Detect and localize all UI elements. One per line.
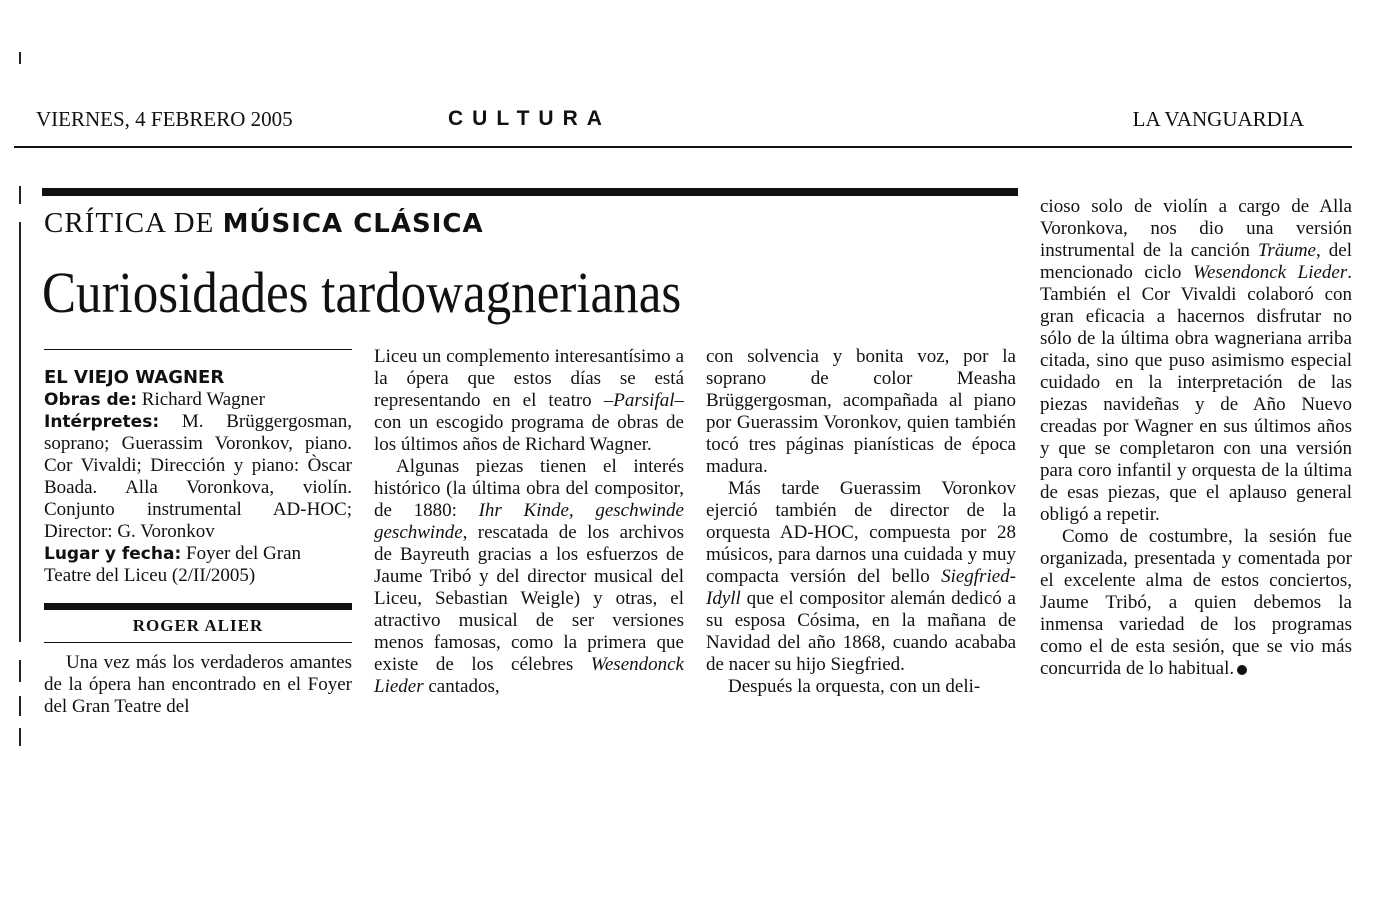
- article-column-1: [44, 652, 352, 718]
- header-section: CULTURA: [448, 107, 611, 130]
- article-top-rule: [42, 188, 1018, 196]
- article-column-2: [374, 346, 684, 698]
- infobox-works: Obras de: Richard Wagner: [44, 389, 265, 410]
- paragraph: Liceu un complemento interesantísimo a la ópera que estos días se está representando en el teatro –Parsifal– con un escogido programa de obras de los últimos años de Richard Wagner.: [374, 346, 684, 455]
- article-column-3: [706, 346, 1016, 698]
- byline-bottom-rule: [44, 642, 352, 643]
- paragraph: con solvencia y bonita voz, por la soprano de color Measha Brüggergosman, acompañada al piano por Guerassim Voronkov, quien también tocó tres páginas pianísticas de época madura.: [706, 346, 1016, 477]
- kicker-prefix: CRÍTICA DE: [44, 207, 223, 239]
- end-mark-icon: [1237, 665, 1247, 675]
- margin-mark: [19, 696, 21, 716]
- header-paper-name: LA VANGUARDIA: [1132, 107, 1304, 131]
- margin-mark: [19, 660, 21, 682]
- byline-top-rule: [44, 603, 352, 610]
- paragraph: Algunas piezas tienen el interés histórico (la última obra del compositor, de 1880: Ihr Kinde, geschwinde geschwinde, rescatada de los archivos de Bayreuth gracias a los esfuerzos de Jaume Tribó y del director musical del Liceu, Sebastian Weigle) y otras, el atractivo musical de ser versiones menos famosas, como la primera que existe de los célebres Wesendonck Lieder cantados,: [374, 456, 684, 697]
- margin-mark: [19, 222, 21, 642]
- paragraph: cioso solo de violín a cargo de Alla Voronkova, nos dio una versión instrumental de la canción Träume, del mencionado ciclo Wesendonck Lieder. También el Cor Vivaldi colaboró con gran eficacia a hacernos disfrutar no sólo de la última obra wagneriana arriba citada, sino que puso asimismo especial cuidado en la interpretación de las piezas navideñas y de Año Nuevo creadas por Wagner en sus últimos años y que se completaron con una versión para coro infantil y orquesta de la última de esas piezas, que el aplauso general obligó a repetir.: [1040, 196, 1352, 525]
- infobox-performers: Intérpretes: M. Brüggergosman, soprano; Guerassim Voronkov, piano. Cor Vivaldi; Dirección y piano: Òscar Boada. Alla Voronkova, violín. Conjunto instrumental AD-HOC; Director: G. Voronkov: [44, 411, 352, 542]
- byline: ROGER ALIER: [132, 616, 264, 635]
- kicker: [44, 205, 484, 242]
- paragraph: Como de costumbre, la sesión fue organizada, presentada y comentada por el excelente alma de estos conciertos, Jaume Tribó, a quien debemos la inmensa variedad de los programas como el de esta sesión, que se vio más concurrida de lo habitual.: [1040, 526, 1352, 679]
- infobox: [44, 367, 352, 587]
- infobox-title: EL VIEJO WAGNER: [44, 367, 225, 388]
- paragraph: Una vez más los verdaderos amantes de la ópera han encontrado en el Foyer del Gran Teatre del: [44, 652, 352, 717]
- margin-mark: [19, 728, 21, 746]
- article-column-4: [1040, 196, 1352, 680]
- kicker-topic: MÚSICA CLÁSICA: [222, 209, 484, 239]
- header-rule: [14, 146, 1352, 148]
- paragraph: Más tarde Guerassim Voronkov ejerció también de director de la orquesta AD-HOC, compuesta por 28 músicos, para darnos una cuidada y muy compacta versión del bello Siegfried-Idyll que el compositor alemán dedicó a su esposa Cósima, en la mañana de Navidad del año 1868, cuando acababa de nacer su hijo Siegfried.: [706, 478, 1016, 675]
- header-date: VIERNES, 4 FEBRERO 2005: [36, 107, 293, 131]
- infobox-place: Lugar y fecha: Foyer del Gran Teatre del Liceu (2/II/2005): [44, 543, 302, 586]
- infobox-top-rule: [44, 349, 352, 350]
- paragraph: Después la orquesta, con un deli-: [728, 676, 981, 697]
- headline: Curiosidades tardowagnerianas: [42, 260, 682, 325]
- margin-mark: [19, 52, 21, 64]
- margin-mark: [19, 186, 21, 204]
